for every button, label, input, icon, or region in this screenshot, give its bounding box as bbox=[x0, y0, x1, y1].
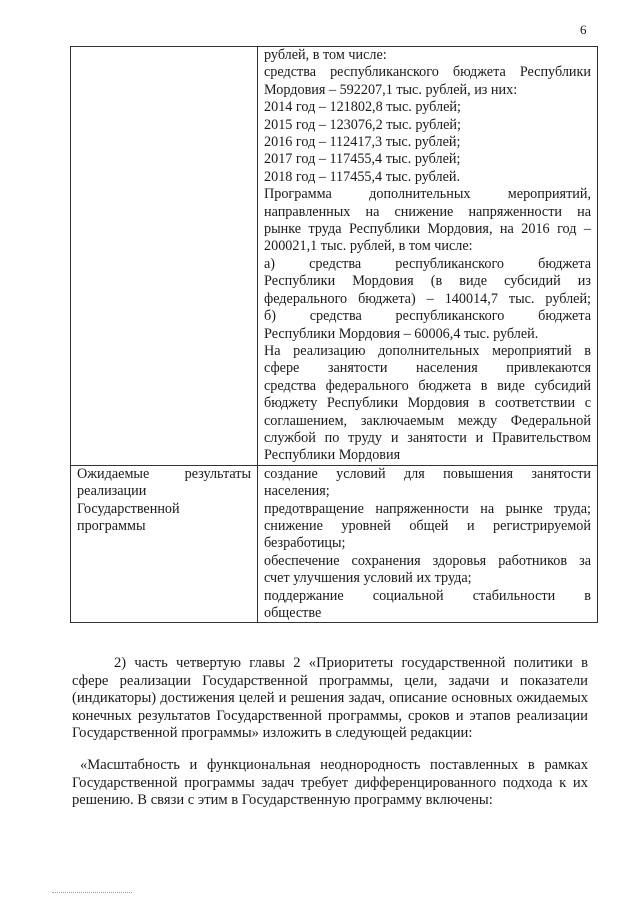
funding-line: сфере занятости населения привлекаются bbox=[264, 360, 591, 377]
funding-cell bbox=[258, 47, 598, 466]
funding-line: 2015 год – 123076,2 тыс. рублей; bbox=[264, 116, 461, 133]
funding-line: федерального бюджета) – 140014,7 тыс. рублей; bbox=[264, 290, 591, 307]
funding-line: средства республиканского бюджета Республики bbox=[264, 64, 591, 81]
expected-results-heading-cell bbox=[71, 465, 258, 623]
funding-line: Республики Мордовия (в виде субсидий из bbox=[264, 273, 591, 290]
funding-line: 2016 год – 112417,3 тыс. рублей; bbox=[264, 134, 461, 151]
expected-results-heading-line: Ожидаемые результаты bbox=[77, 465, 251, 482]
expected-results-cell bbox=[258, 465, 598, 623]
funding-line: бюджету Республики Мордовия в соответствии с bbox=[264, 395, 591, 412]
expected-result-line: поддержание социальной стабильности в bbox=[264, 587, 591, 604]
amendment-paragraph: 2) часть четвертую главы 2 «Приоритеты государственной политики в сфере реализации Государственной программы, цели, задачи и показатели (индикаторы) достижения целей и решения задач, описание основных ожидаемых конечных результатов Государственной программы, сроков и этапов реализации Государственной программы» изложить в следующей редакции: bbox=[72, 655, 588, 742]
funding-line: 2018 год – 117455,4 тыс. рублей. bbox=[264, 168, 461, 185]
expected-result-line: безработицы; bbox=[264, 535, 346, 552]
expected-results-heading-line: реализации bbox=[77, 483, 147, 500]
footer-mark bbox=[52, 892, 132, 895]
expected-result-line: счет улучшения условий их труда; bbox=[264, 570, 472, 587]
expected-results-heading-line: Государственной bbox=[77, 500, 180, 517]
quoted-paragraph: «Масштабность и функциональная неоднородность поставленных в рамках Государственной программы задач требует дифференцированного подхода к их решению. В связи с этим в Государственную программу включены: bbox=[72, 757, 588, 809]
program-passport-table bbox=[70, 46, 598, 623]
funding-line: Программа дополнительных мероприятий, bbox=[264, 186, 591, 203]
funding-line: 200021,1 тыс. рублей, в том числе: bbox=[264, 238, 473, 255]
funding-line: направленных на снижение напряженности на bbox=[264, 203, 591, 220]
funding-line: рынке труда Республики Мордовия, на 2016 год – bbox=[264, 221, 591, 238]
table-row bbox=[71, 465, 598, 623]
funding-line: Республики Мордовия bbox=[264, 447, 401, 464]
funding-line: Республики Мордовия – 60006,4 тыс. рублей. bbox=[264, 325, 539, 342]
funding-line: 2014 год – 121802,8 тыс. рублей; bbox=[264, 99, 461, 116]
funding-line: средства федерального бюджета в виде субсидий bbox=[264, 377, 591, 394]
funding-line: службой по труду и занятости и Правительством bbox=[264, 429, 591, 446]
expected-results-heading-line: программы bbox=[77, 517, 146, 534]
funding-line: рублей, в том числе: bbox=[264, 47, 387, 63]
expected-result-line: снижение уровней общей и регистрируемой bbox=[264, 517, 591, 534]
expected-result-line: обеспечение сохранения здоровья работников за bbox=[264, 552, 591, 569]
table-cell-left-empty bbox=[71, 47, 258, 466]
funding-line: б) средства республиканского бюджета bbox=[264, 308, 591, 325]
funding-line: 2017 год – 117455,4 тыс. рублей; bbox=[264, 151, 461, 168]
expected-result-line: обществе bbox=[264, 605, 322, 621]
expected-result-line: предотвращение напряженности на рынке труда; bbox=[264, 500, 591, 517]
funding-line: а) средства республиканского бюджета bbox=[264, 255, 591, 272]
expected-result-line: населения; bbox=[264, 483, 330, 500]
funding-line: Мордовия – 592207,1 тыс. рублей, из них: bbox=[264, 81, 518, 98]
table-row bbox=[71, 47, 598, 466]
expected-result-line: создание условий для повышения занятости bbox=[264, 465, 591, 482]
funding-line: соглашением, заключаемым между Федеральной bbox=[264, 412, 591, 429]
page-number: 6 bbox=[580, 22, 587, 37]
funding-line: На реализацию дополнительных мероприятий в bbox=[264, 342, 591, 359]
